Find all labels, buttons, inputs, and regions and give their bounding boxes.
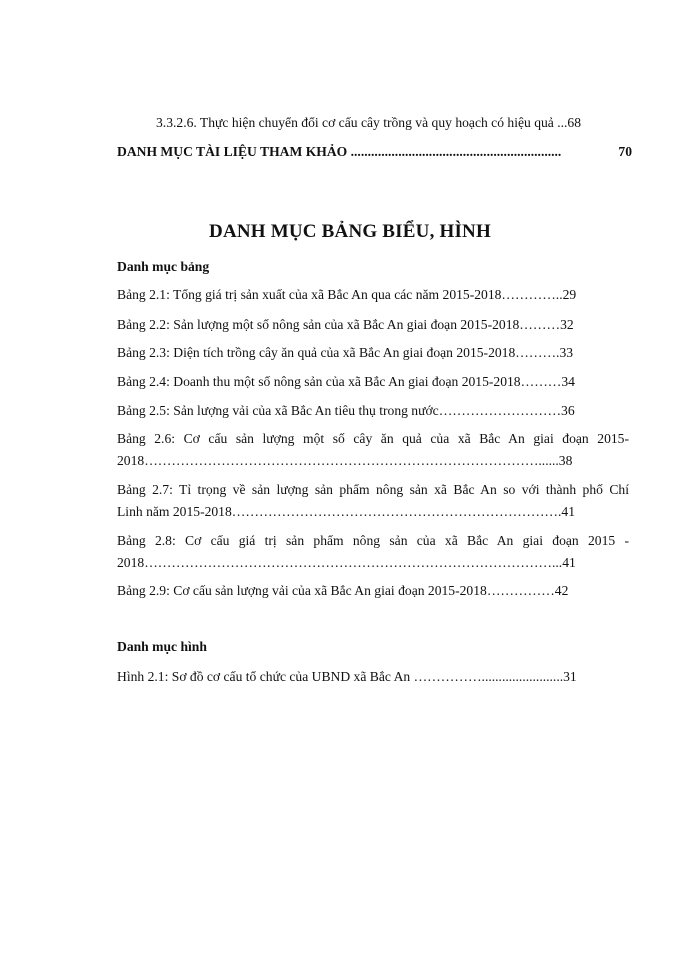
table-entry-2-9[interactable]: Bảng 2.9: Cơ cấu sản lượng vải của xã Bắc An giai đoạn 2015-2018……………42 <box>117 583 569 598</box>
toc-references-label: DANH MỤC TÀI LIỆU THAM KHẢO .............................................................. <box>117 144 562 159</box>
tables-heading: Danh mục bảng <box>117 259 210 274</box>
table-entry-2-6-line2: 2018……………………………………………………………………………......38 <box>117 453 573 468</box>
table-entry-2-7-line1: Bảng 2.7: Tỉ trọng về sản lượng sản phẩm nông sản xã Bắc An so với thành phố Chí <box>117 482 629 497</box>
table-entry-2-1[interactable]: Bảng 2.1: Tổng giá trị sản xuất của xã Bắc An qua các năm 2015-2018…………..29 <box>117 287 577 302</box>
table-entry-2-8-line1: Bảng 2.8: Cơ cấu giá trị sản phẩm nông sản của xã Bắc An giai đoạn 2015 - <box>117 533 629 548</box>
table-entry-2-7[interactable] <box>117 479 629 523</box>
table-entry-2-5[interactable]: Bảng 2.5: Sản lượng vải của xã Bắc An tiêu thụ trong nước………………………36 <box>117 403 575 418</box>
table-entry-2-3[interactable]: Bảng 2.3: Diện tích trồng cây ăn quả của xã Bắc An giai đoạn 2015-2018……….33 <box>117 345 574 360</box>
toc-subitem-3-3-2-6[interactable]: 3.3.2.6. Thực hiện chuyển đổi cơ cấu cây trồng và quy hoạch có hiệu quả ...68 <box>156 115 582 130</box>
toc-references-page: 70 <box>618 144 632 159</box>
table-entry-2-7-line2: Linh năm 2015-2018……………………………………………………………….41 <box>117 504 576 519</box>
table-entry-2-4[interactable]: Bảng 2.4: Doanh thu một số nông sản của xã Bắc An giai đoạn 2015-2018………34 <box>117 374 575 389</box>
table-entry-2-8[interactable] <box>117 530 629 574</box>
table-entry-2-6-line1: Bảng 2.6: Cơ cấu sản lượng một số cây ăn quả của xã Bắc An giai đoạn 2015- <box>117 431 629 446</box>
section-title: DANH MỤC BẢNG BIỂU, HÌNH <box>209 221 491 242</box>
table-entry-2-8-line2: 2018………………………………………………………………………………...41 <box>117 555 576 570</box>
figures-heading: Danh mục hình <box>117 639 207 654</box>
table-entry-2-6[interactable] <box>117 428 629 472</box>
table-entry-2-2[interactable]: Bảng 2.2: Sản lượng một số nông sản của xã Bắc An giai đoạn 2015-2018………32 <box>117 317 574 332</box>
figure-entry-2-1[interactable]: Hình 2.1: Sơ đồ cơ cấu tổ chức của UBND xã Bắc An ……………........................31 <box>117 669 577 684</box>
toc-references-entry[interactable] <box>117 144 632 160</box>
